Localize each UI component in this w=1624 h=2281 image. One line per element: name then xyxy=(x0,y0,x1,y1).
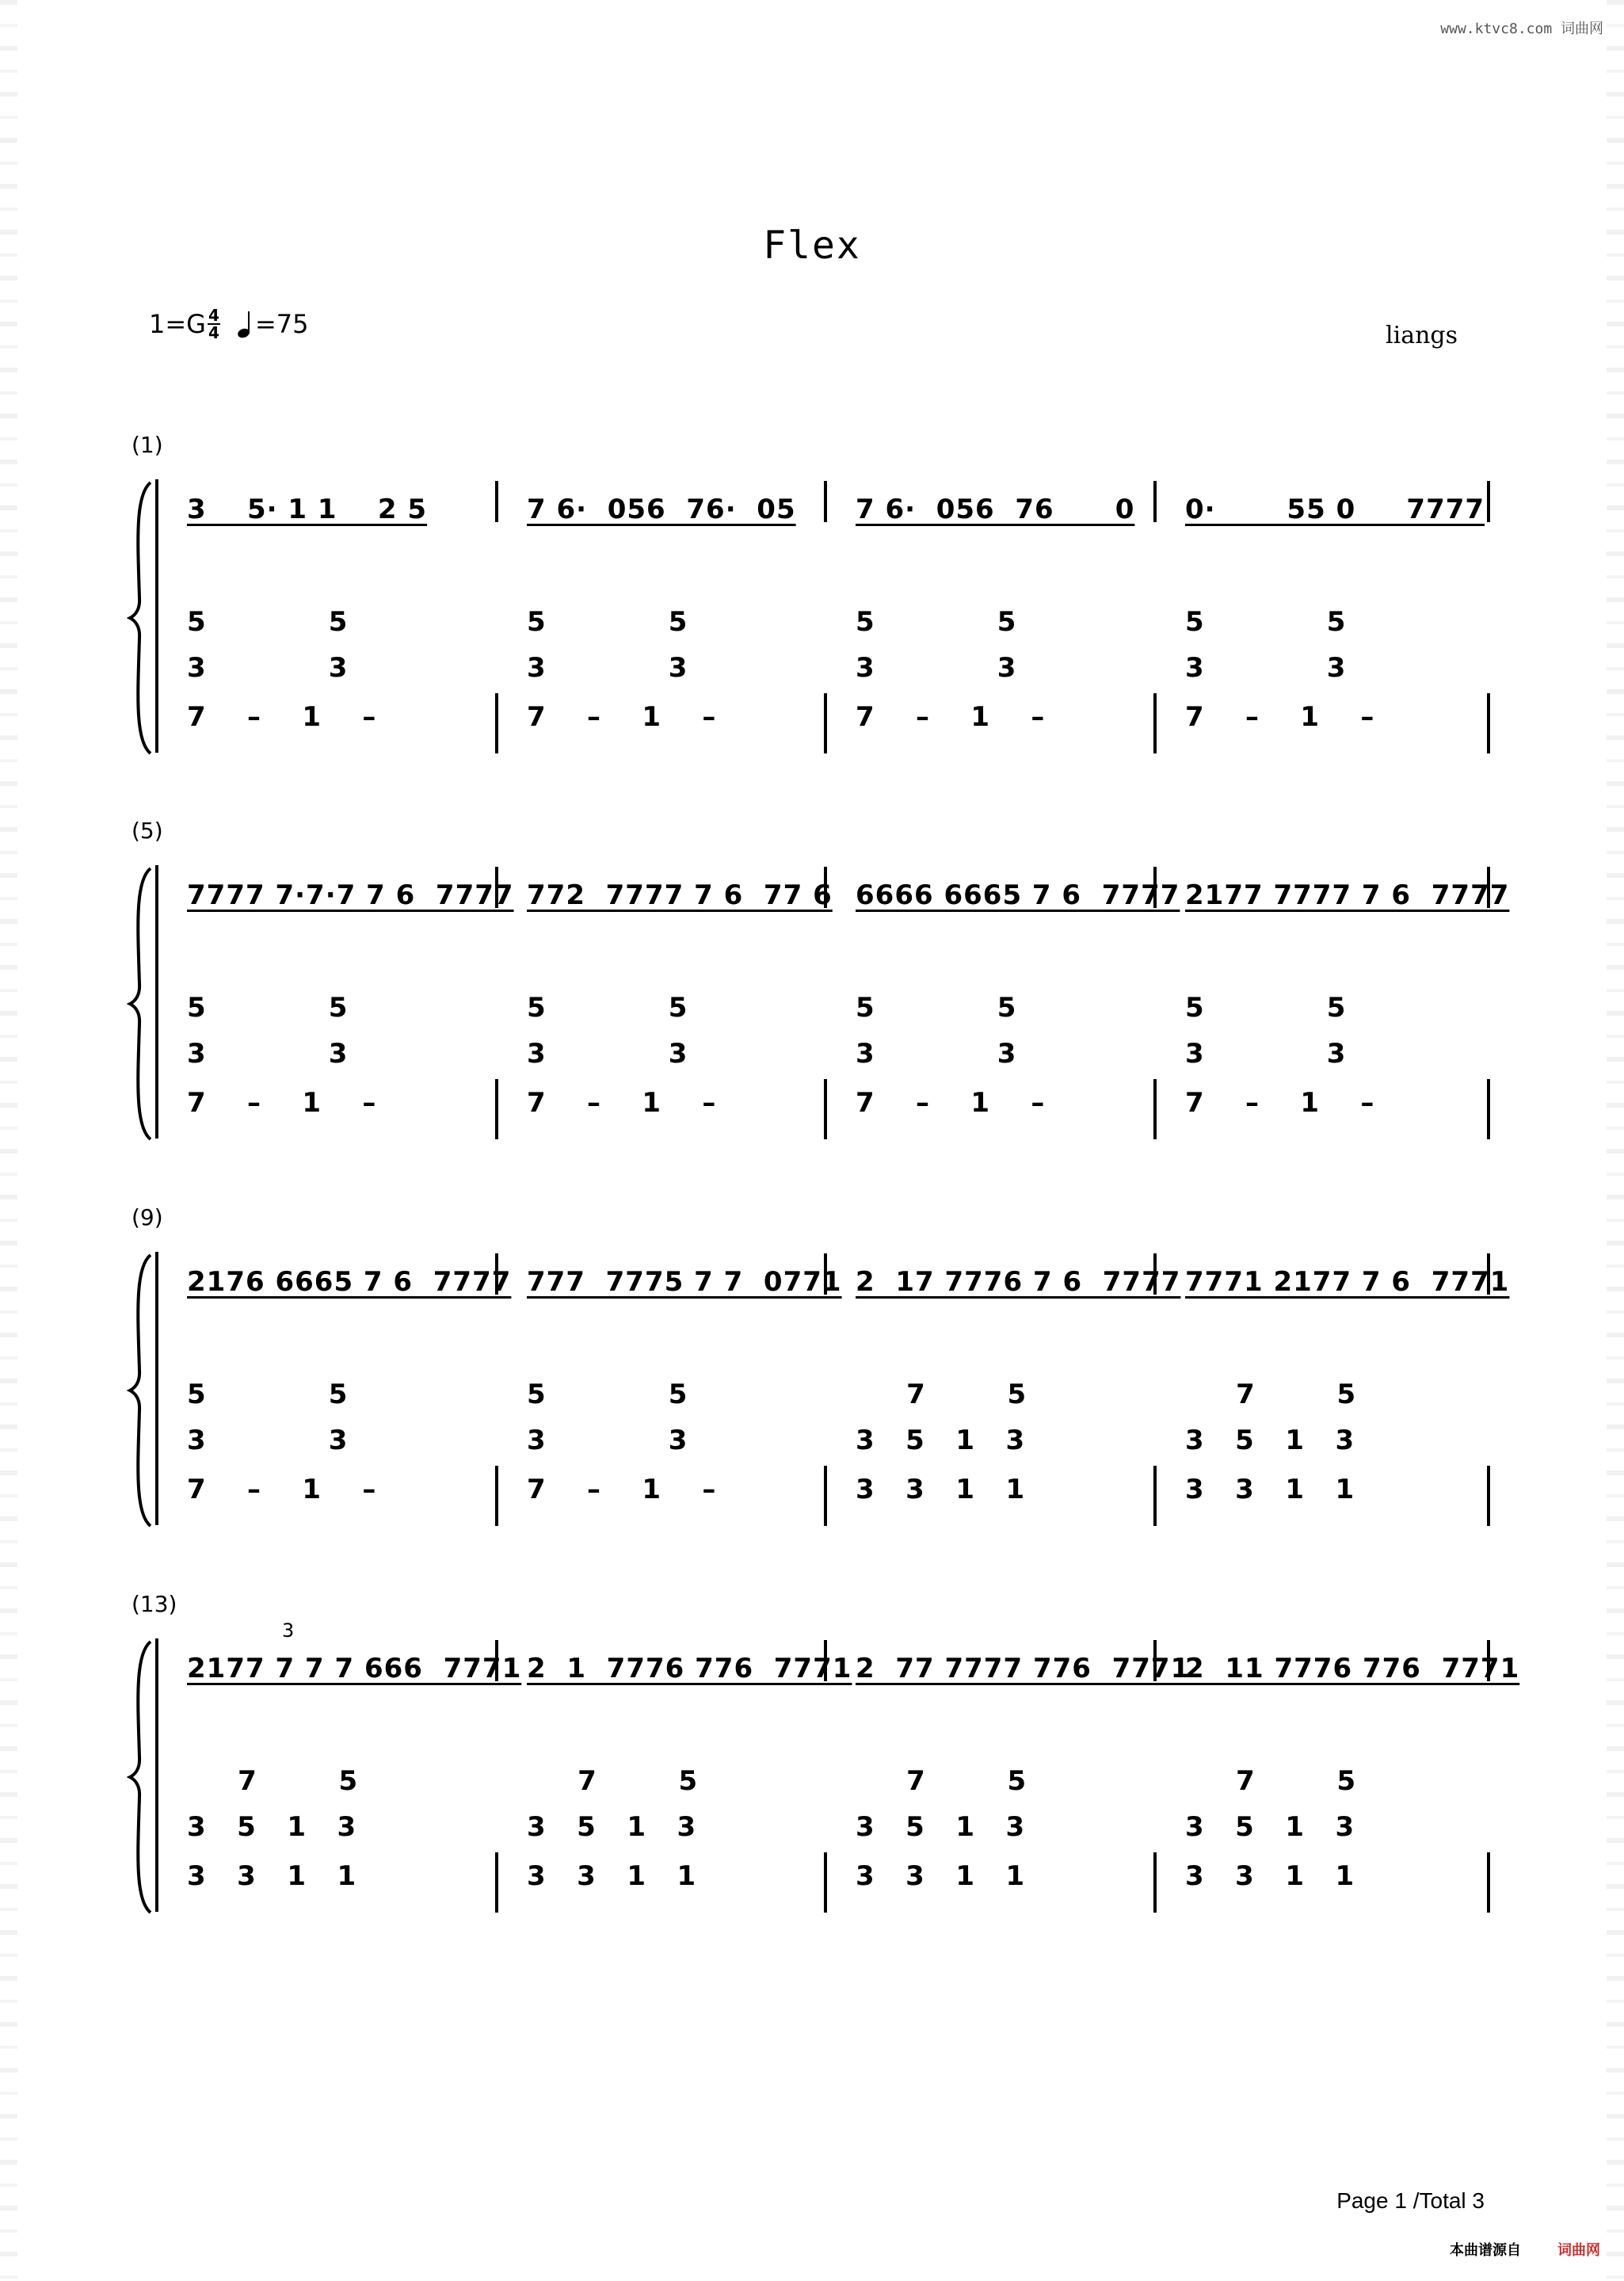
barline-top xyxy=(155,1638,158,1912)
chord-mid-notes: 3 5 1 3 xyxy=(1185,1425,1355,1456)
bass-notes: 7 – 1 – xyxy=(187,701,377,733)
chord-mid-notes: 3 3 xyxy=(1185,1038,1347,1070)
barline-bottom xyxy=(824,1852,827,1913)
barline-bottom xyxy=(1153,693,1157,753)
barline-bottom xyxy=(1487,1079,1490,1139)
melody-measure: 2176 6665 7 6 7777 xyxy=(187,1266,512,1298)
melody-measure: 7 6· 056 76· 05 xyxy=(527,494,796,525)
barline-bottom xyxy=(1487,1852,1490,1913)
chord-high-notes: 5 5 xyxy=(187,992,349,1024)
system-brace xyxy=(127,1638,158,1916)
chord-mid-notes: 3 5 1 3 xyxy=(187,1811,357,1843)
bass-notes: 7 – 1 – xyxy=(527,701,717,733)
tempo-value: =75 xyxy=(254,309,309,339)
barline-bottom xyxy=(495,1079,498,1139)
chord-mid-notes: 3 3 xyxy=(187,652,349,684)
key-tempo-line xyxy=(149,307,309,341)
melody-measure: 2 17 7776 7 6 7777 xyxy=(856,1266,1181,1298)
melody-measure: 6666 6665 7 6 7777 xyxy=(856,879,1180,911)
barline-bottom xyxy=(1487,693,1490,753)
arranger-name: liangs xyxy=(1386,322,1458,349)
bass-notes: 3 3 1 1 xyxy=(187,1860,357,1892)
bass-notes: 3 3 1 1 xyxy=(1185,1474,1355,1505)
melody-measure: 2 77 7777 776 7771 xyxy=(856,1653,1191,1684)
left-watermark-strip xyxy=(0,0,17,2281)
triplet-mark: 3 xyxy=(282,1619,295,1642)
chord-mid-notes: 3 5 1 3 xyxy=(527,1811,697,1843)
footer-source: 本曲谱源自 xyxy=(1450,2242,1521,2259)
page-number: Page 1 /Total 3 xyxy=(1336,2188,1485,2213)
barline-top xyxy=(155,1252,158,1525)
chord-mid-notes: 3 3 xyxy=(527,1425,688,1456)
chord-mid-notes: 3 5 1 3 xyxy=(1185,1811,1355,1843)
melody-measure: 2 11 7776 776 7771 xyxy=(1185,1653,1520,1684)
melody-measure: 7 6· 056 76 0 xyxy=(856,494,1135,525)
barline-top xyxy=(824,481,827,522)
chord-mid-notes: 3 5 1 3 xyxy=(856,1811,1026,1843)
barline-bottom xyxy=(495,1466,498,1526)
bass-notes: 3 3 1 1 xyxy=(856,1474,1026,1505)
bass-notes: 3 3 1 1 xyxy=(856,1860,1026,1892)
time-signature-denominator: 4 xyxy=(208,323,219,342)
chord-high-notes: 7 5 xyxy=(1185,1379,1357,1410)
chord-high-notes: 5 5 xyxy=(1185,606,1347,638)
system-number: (9) xyxy=(132,1204,163,1230)
bass-notes: 3 3 1 1 xyxy=(527,1860,697,1892)
system-brace xyxy=(127,1252,158,1529)
chord-mid-notes: 3 3 xyxy=(527,1038,688,1070)
chord-mid-notes: 3 3 xyxy=(527,652,688,684)
chord-high-notes: 7 5 xyxy=(527,1765,699,1797)
melody-measure: 772 7777 7 6 77 6 xyxy=(527,879,833,911)
barline-bottom xyxy=(824,1466,827,1526)
system-brace xyxy=(127,865,158,1142)
barline-top xyxy=(1153,481,1157,522)
barline-bottom xyxy=(495,1852,498,1913)
chord-mid-notes: 3 3 xyxy=(187,1038,349,1070)
bass-notes: 7 – 1 – xyxy=(856,701,1046,733)
melody-measure: 3 5· 1 1 2 5 xyxy=(187,494,428,525)
system-number: (13) xyxy=(132,1591,177,1617)
chord-high-notes: 5 5 xyxy=(856,992,1017,1024)
chord-high-notes: 7 5 xyxy=(187,1765,359,1797)
melody-measure: 2177 7777 7 6 7777 xyxy=(1185,879,1510,911)
chord-high-notes: 5 5 xyxy=(527,1379,688,1410)
key-signature: 1=G xyxy=(149,309,206,339)
time-signature xyxy=(208,307,220,341)
melody-measure: 777 7775 7 7 0771 xyxy=(527,1266,842,1298)
barline-top xyxy=(1487,481,1490,522)
chord-high-notes: 7 5 xyxy=(856,1379,1027,1410)
bass-notes: 7 – 1 – xyxy=(527,1474,717,1505)
bass-notes: 7 – 1 – xyxy=(856,1087,1046,1119)
barline-top xyxy=(495,481,498,522)
quarter-note-icon xyxy=(238,311,252,338)
barline-bottom xyxy=(824,693,827,753)
right-watermark-strip xyxy=(1607,0,1624,2281)
bass-notes: 3 3 1 1 xyxy=(1185,1860,1355,1892)
barline-top xyxy=(155,865,158,1139)
barline-bottom xyxy=(1153,1466,1157,1526)
barline-bottom xyxy=(1153,1852,1157,1913)
bass-notes: 7 – 1 – xyxy=(527,1087,717,1119)
chord-high-notes: 5 5 xyxy=(187,606,349,638)
bass-notes: 7 – 1 – xyxy=(1185,1087,1375,1119)
score-title: Flex xyxy=(763,223,861,268)
bass-notes: 7 – 1 – xyxy=(187,1087,377,1119)
chord-high-notes: 5 5 xyxy=(527,606,688,638)
bass-notes: 7 – 1 – xyxy=(187,1474,377,1505)
melody-measure: 7777 7·7·7 7 6 7777 xyxy=(187,879,514,911)
footer-site[interactable]: 词曲网 xyxy=(1557,2242,1600,2259)
bass-notes: 7 – 1 – xyxy=(1185,701,1375,733)
chord-mid-notes: 3 3 xyxy=(1185,652,1347,684)
chord-high-notes: 5 5 xyxy=(187,1379,349,1410)
chord-high-notes: 7 5 xyxy=(1185,1765,1357,1797)
barline-bottom xyxy=(1487,1466,1490,1526)
tempo-marking xyxy=(238,309,309,339)
chord-mid-notes: 3 3 xyxy=(187,1425,349,1456)
chord-high-notes: 7 5 xyxy=(856,1765,1027,1797)
barline-top xyxy=(155,479,158,753)
chord-mid-notes: 3 3 xyxy=(856,1038,1017,1070)
chord-mid-notes: 3 3 xyxy=(856,652,1017,684)
melody-measure: 7771 2177 7 6 7771 xyxy=(1185,1266,1510,1298)
system-number: (5) xyxy=(132,818,163,844)
system-brace xyxy=(127,479,158,757)
barline-bottom xyxy=(1153,1079,1157,1139)
chord-mid-notes: 3 5 1 3 xyxy=(856,1425,1026,1456)
chord-high-notes: 5 5 xyxy=(856,606,1017,638)
time-signature-numerator: 4 xyxy=(208,306,219,325)
site-header[interactable]: www.ktvc8.com 词曲网 xyxy=(1440,21,1603,37)
chord-high-notes: 5 5 xyxy=(1185,992,1347,1024)
melody-measure: 2 1 7776 776 7771 xyxy=(527,1653,852,1684)
barline-bottom xyxy=(495,693,498,753)
melody-measure: 2177 7 7 7 666 7771 xyxy=(187,1653,522,1684)
chord-high-notes: 5 5 xyxy=(527,992,688,1024)
system-number: (1) xyxy=(132,432,163,458)
barline-bottom xyxy=(824,1079,827,1139)
melody-measure: 0· 55 0 7777 xyxy=(1185,494,1485,525)
